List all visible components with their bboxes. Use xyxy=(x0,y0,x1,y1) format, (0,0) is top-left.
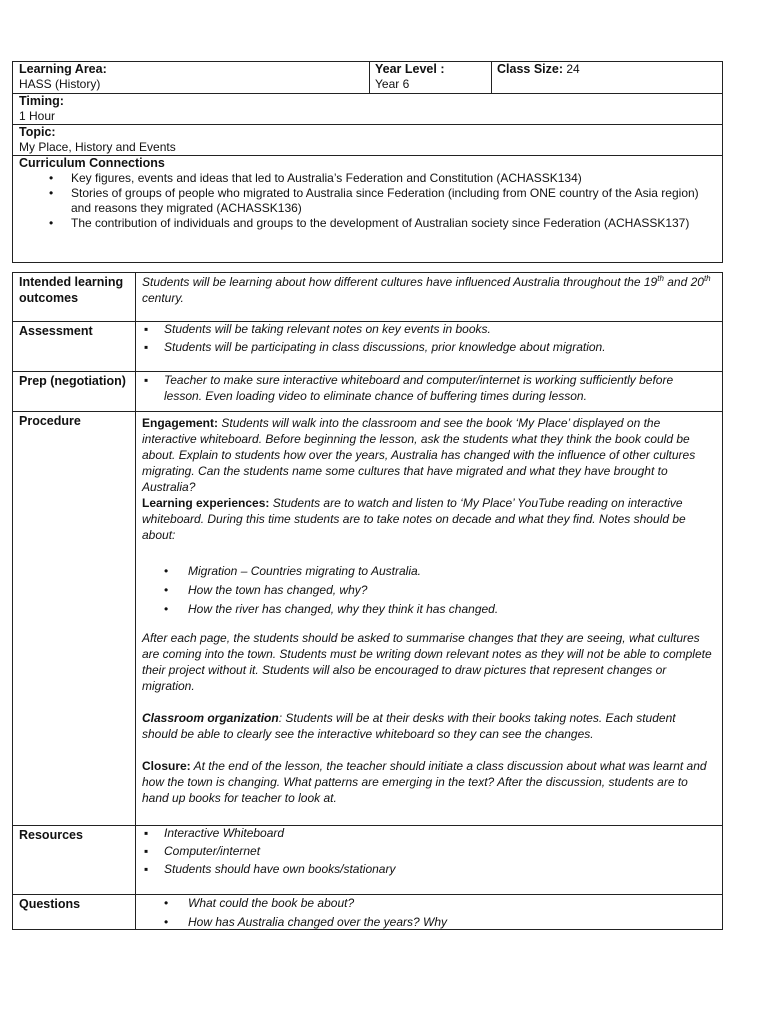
class-size-label: Class Size: xyxy=(497,62,564,76)
notes-list xyxy=(142,563,714,617)
lesson-header-table xyxy=(12,61,723,263)
year-level-cell xyxy=(369,62,491,92)
timing-row xyxy=(13,94,722,125)
questions-label: Questions xyxy=(19,897,81,911)
outcomes-text-c: century. xyxy=(142,291,184,305)
engagement-paragraph xyxy=(142,415,714,495)
classroom-paragraph xyxy=(142,710,714,742)
outcomes-text-b: and 20 xyxy=(663,275,704,289)
timing-value: 1 Hour xyxy=(19,109,56,123)
superscript: th xyxy=(703,274,711,283)
list-item: • The contribution of individuals and groups to the development of Australian society since Federation (ACHASSK137) xyxy=(71,216,712,231)
resources-row xyxy=(13,826,722,895)
outcomes-label: Intended learning outcomes xyxy=(19,275,124,305)
timing-label: Timing: xyxy=(19,94,64,108)
list-item: ▪ Students should have own books/stationary xyxy=(164,861,714,877)
learning-area-label: Learning Area: xyxy=(19,62,107,76)
resources-content xyxy=(142,825,714,879)
list-item: ▪ Computer/internet xyxy=(164,843,714,859)
timing-cell xyxy=(13,94,70,124)
prep-list xyxy=(142,372,714,404)
list-item: ▪ Students will be taking relevant notes on key events in books. xyxy=(164,321,714,337)
list-item: • How the river has changed, why they think it has changed. xyxy=(188,601,714,617)
list-item: ▪ Students will be participating in class discussions, prior knowledge about migration. xyxy=(164,339,714,355)
assessment-label: Assessment xyxy=(19,324,93,338)
curriculum-cell xyxy=(13,156,722,231)
learning-heading: Learning experiences: xyxy=(142,496,270,510)
prep-label: Prep (negotiation) xyxy=(19,374,126,388)
assessment-list xyxy=(142,321,714,355)
resources-label: Resources xyxy=(19,828,83,842)
outcomes-row xyxy=(13,273,722,322)
questions-content xyxy=(142,895,714,933)
engagement-text: Students will walk into the classroom and see the book ‘My Place’ displayed on the interactive whiteboard. Before beginning the lesson, ask the students what they think the book could be about. Explain to students how over the years, Australia has changed with the influence of other cultures migrating. Can the students name some cultures that have migrated and what they have brought to Australia? xyxy=(142,416,696,494)
year-level-value: Year 6 xyxy=(375,77,410,91)
learning-paragraph xyxy=(142,495,714,543)
topic-value: My Place, History and Events xyxy=(19,140,176,154)
resources-list xyxy=(142,825,714,877)
list-item: • Migration – Countries migrating to Australia. xyxy=(188,563,714,579)
procedure-content xyxy=(142,415,714,806)
questions-list xyxy=(142,895,714,930)
class-size-cell xyxy=(491,62,721,77)
curriculum-list xyxy=(19,171,712,231)
learning-area-cell xyxy=(13,62,369,92)
learning-text: Students are to watch and listen to ‘My Place’ YouTube reading on interactive whiteboard. During this time students are to take notes on decade and what they find. Notes should be about: xyxy=(142,496,686,542)
year-level-label: Year Level : xyxy=(375,62,445,76)
classroom-text: : Students will be at their desks with their books taking notes. Each student should be able to clearly see the interactive whiteboard so they can see the changes. xyxy=(142,711,676,741)
prep-content xyxy=(142,372,714,406)
questions-row xyxy=(13,895,722,930)
list-item: • How has Australia changed over the years? Why xyxy=(188,914,714,930)
learning-area-value: HASS (History) xyxy=(19,77,101,91)
outcomes-text xyxy=(142,274,714,306)
lesson-plan-table xyxy=(12,272,723,930)
topic-label: Topic: xyxy=(19,125,56,139)
list-item: • What could the book be about? xyxy=(188,895,714,911)
curriculum-label: Curriculum Connections xyxy=(19,156,165,170)
procedure-row xyxy=(13,412,722,826)
list-item: • Stories of groups of people who migrated to Australia since Federation (including from ONE country of the Asia region) and reasons they migrated (ACHASSK136) xyxy=(71,186,712,216)
closure-heading: Closure: xyxy=(142,759,191,773)
after-paragraph: After each page, the students should be asked to summarise changes that they are seeing, what cultures are coming into the town. Students must be writing down relevant notes as they will not be able to complete their project without it. Students will also be encouraged to draw pictures that represent changes or migration. xyxy=(142,631,712,693)
engagement-heading: Engagement: xyxy=(142,416,219,430)
list-item: • How the town has changed, why? xyxy=(188,582,714,598)
superscript: th xyxy=(657,274,664,283)
outcomes-text-a: Students will be learning about how different cultures have influenced Australia throughout the 19 xyxy=(142,275,658,289)
topic-cell xyxy=(13,125,182,155)
closure-text: At the end of the lesson, the teacher should initiate a class discussion about what was learnt and how the town is changing. What patterns are emerging in the text? After the discussion, students are to hand up books for teacher to look at. xyxy=(142,759,707,805)
classroom-heading: Classroom organization xyxy=(142,711,279,725)
list-item: • Key figures, events and ideas that led to Australia’s Federation and Constitution (ACHASSK134) xyxy=(71,171,712,186)
list-item: ▪ Teacher to make sure interactive whiteboard and computer/internet is working sufficiently before lesson. Even loading video to eliminate chance of buffering times during lesson. xyxy=(164,372,714,404)
procedure-label: Procedure xyxy=(19,414,81,428)
assessment-row xyxy=(13,322,722,372)
closure-paragraph xyxy=(142,758,714,806)
topic-row xyxy=(13,125,722,156)
prep-row xyxy=(13,372,722,412)
header-row-1 xyxy=(13,62,722,94)
assessment-content xyxy=(142,321,714,357)
list-item: ▪ Interactive Whiteboard xyxy=(164,825,714,841)
class-size-value: 24 xyxy=(566,62,580,76)
